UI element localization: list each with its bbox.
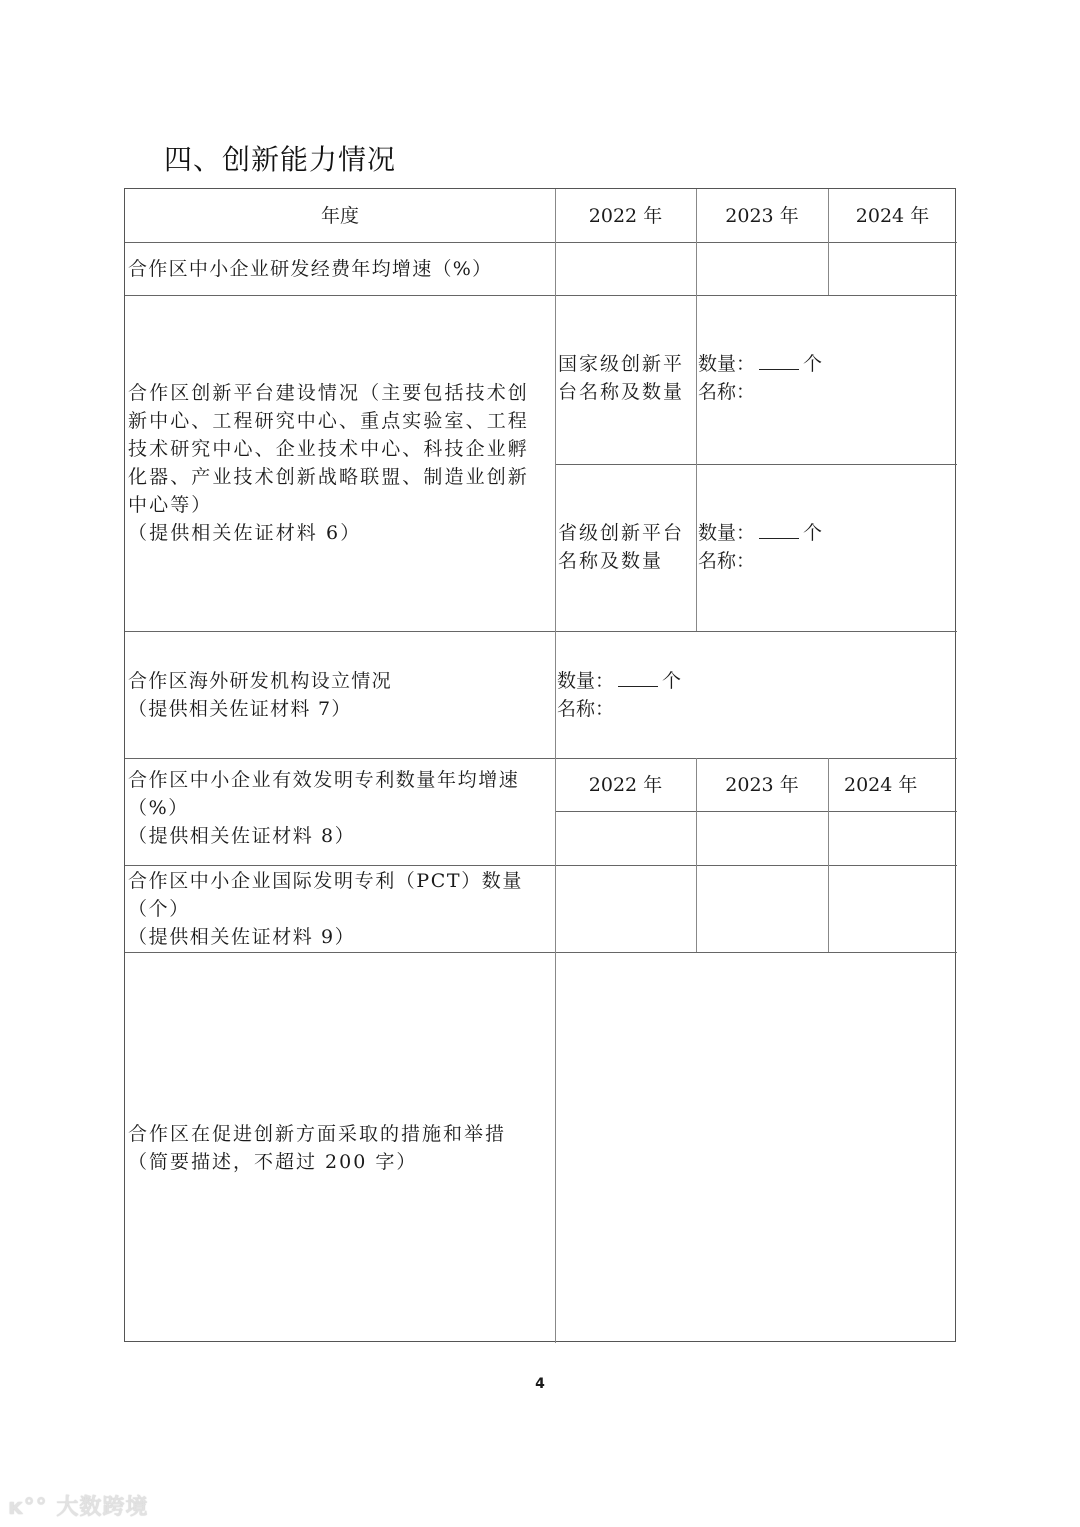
measures-label-line: 合作区在促进创新方面采取的措施和举措 — [128, 1122, 507, 1145]
patent-growth-label-line: （提供相关佐证材料 8） — [128, 825, 356, 847]
overseas-count-line — [557, 667, 957, 695]
patent-header-2024: 2024 年 — [844, 773, 918, 796]
platforms-label-line: 技术研究中心、企业技术中心、科技企业孵 — [128, 438, 529, 460]
count-label: 数量： — [557, 669, 615, 692]
provincial-platform-label-line: 名称及数量 — [558, 550, 664, 572]
measures-label-line: （简要描述，不超过 200 字） — [128, 1150, 418, 1173]
overseas-rd-label-line: 合作区海外研发机构设立情况 — [128, 669, 392, 692]
platforms-label-line: 中心等） — [128, 494, 213, 516]
rd-growth-2023-input[interactable] — [696, 242, 828, 295]
platforms-label-line: （提供相关佐证材料 6） — [128, 522, 362, 544]
provincial-count-line — [698, 519, 957, 547]
overseas-count-input[interactable] — [618, 668, 658, 687]
watermark-text: 大数跨境 — [56, 1495, 149, 1520]
innovation-capability-table — [124, 188, 956, 1342]
national-platform-label-line: 台名称及数量 — [558, 381, 685, 403]
provincial-count-input[interactable] — [759, 520, 799, 539]
national-platform-label-line: 国家级创新平 — [558, 353, 685, 375]
provincial-platform-label-line: 省级创新平台 — [558, 522, 685, 544]
provincial-platform-label — [555, 519, 696, 575]
overseas-name-input[interactable]: 名称： — [557, 697, 615, 720]
measures-label — [125, 952, 555, 1343]
count-unit: 个 — [662, 669, 682, 692]
patent-growth-2022-input[interactable] — [555, 811, 696, 865]
patent-growth-2024-input[interactable] — [828, 811, 957, 865]
provincial-name-input[interactable]: 名称： — [698, 550, 756, 572]
page-number: 4 — [535, 1376, 545, 1392]
national-count-input[interactable] — [759, 351, 799, 370]
national-count-line — [698, 350, 957, 378]
header-year-label: 年度 — [320, 204, 359, 227]
overseas-rd-label — [125, 631, 555, 758]
col-divider — [696, 295, 697, 631]
count-label: 数量： — [698, 522, 756, 544]
national-name-input[interactable]: 名称： — [698, 381, 756, 403]
pct-label-line: （个） — [128, 898, 190, 920]
pct-label-line: 合作区中小企业国际发明专利（PCT）数量 — [128, 870, 523, 892]
count-unit: 个 — [803, 353, 823, 375]
pct-count-label — [125, 867, 555, 951]
patent-growth-label-line: 合作区中小企业有效发明专利数量年均增速 — [128, 769, 520, 791]
header-year-2024: 2024 年 — [855, 204, 930, 227]
patent-header-2023: 2023 年 — [725, 773, 799, 796]
overseas-rd-label-line: （提供相关佐证材料 7） — [128, 697, 352, 720]
row-divider — [555, 464, 957, 465]
platforms-label-line: 化器、产业技术创新战略联盟、制造业创新 — [128, 466, 529, 488]
platforms-label-line: 新中心、工程研究中心、重点实验室、工程 — [128, 410, 529, 432]
patent-header-2022: 2022 年 — [588, 773, 663, 796]
measures-textarea[interactable] — [555, 952, 957, 1343]
overseas-rd-values — [557, 631, 957, 758]
rd-growth-2024-input[interactable] — [828, 242, 957, 295]
national-platform-label — [555, 350, 696, 406]
pct-2022-input[interactable] — [555, 865, 696, 952]
count-label: 数量： — [698, 353, 756, 375]
pct-2023-input[interactable] — [696, 865, 828, 952]
rd-growth-2022-input[interactable] — [555, 242, 696, 295]
pct-2024-input[interactable] — [828, 865, 957, 952]
patent-growth-label — [125, 766, 555, 850]
watermark-icon: ᴋ°° — [8, 1495, 48, 1520]
platforms-label — [125, 295, 555, 631]
patent-growth-label-line: （%） — [128, 797, 189, 819]
watermark-logo — [8, 1490, 148, 1521]
header-year-2023: 2023 年 — [725, 204, 799, 227]
platforms-label-line: 合作区创新平台建设情况（主要包括技术创 — [128, 382, 529, 404]
section-title: 四、创新能力情况 — [164, 143, 397, 176]
provincial-platform-values — [698, 519, 957, 575]
patent-growth-2023-input[interactable] — [696, 811, 828, 865]
rd-growth-label: 合作区中小企业研发经费年均增速（%） — [128, 257, 493, 280]
national-platform-values — [698, 350, 957, 406]
header-year-2022: 2022 年 — [588, 204, 663, 227]
count-unit: 个 — [803, 522, 823, 544]
pct-label-line: （提供相关佐证材料 9） — [128, 926, 356, 948]
